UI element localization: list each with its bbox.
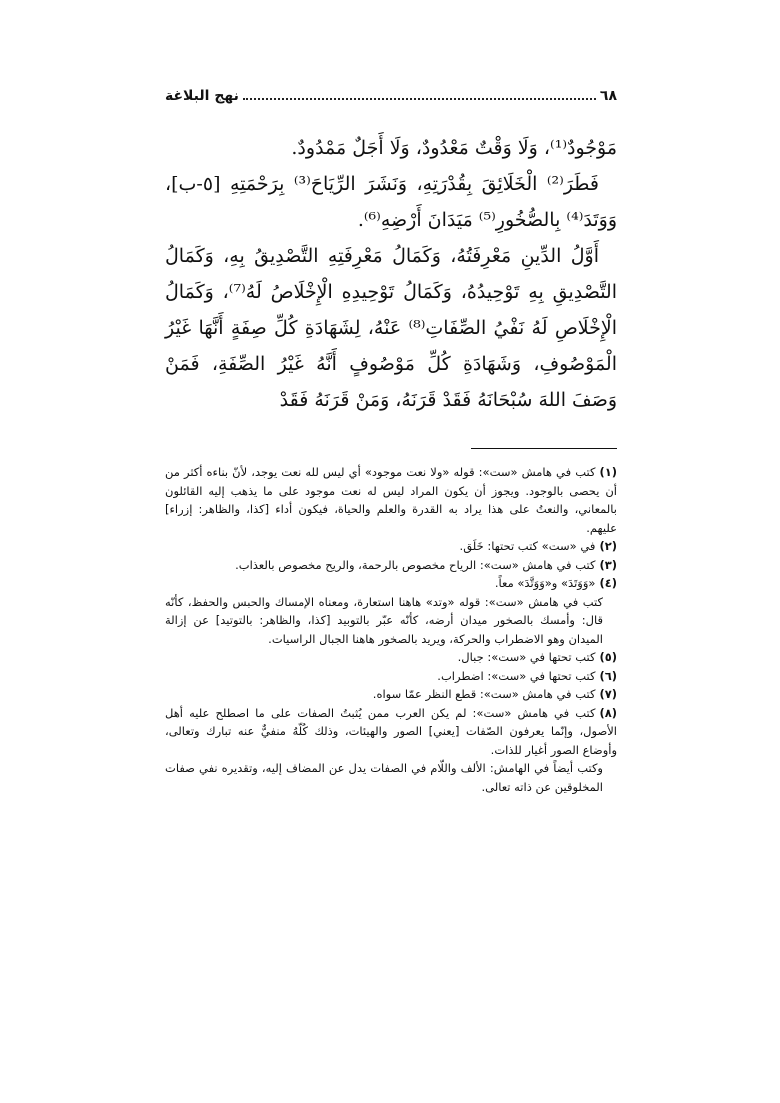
book-title: نهج البلاغة	[165, 88, 239, 104]
footnote-continuation: وكتب أيضاً في الهامش: الألف واللّام في الصفات يدل عن المضاف إليه، وتقديره نفي صفات المخلوقين عن ذاته تعالى.	[165, 761, 603, 794]
footnote: (٨)كتب في هامش «ست»: لم يكن العرب ممن يُثبتُ الصفات على ما اصطلح عليه أهل الأصول، وإنّما يعرفون الصّفات [يعني] الصور والهيئات، وذلك كُلّهُ منفيٌّ عنه تبارك وتعالى، وأوضاع الصور أغيار للذات.	[165, 705, 617, 757]
footnote: (٤)«وَوَتَدَ» و«وَوَتَّدَ» معاً.	[494, 576, 617, 590]
paragraph: أَوَّلُ الدِّينِ مَعْرِفَتُهُ، وَكَمَالُ مَعْرِفَتِهِ التَّصْدِيقُ بِهِ، وَكَمَالُ التَّصْدِيقِ بِهِ تَوْحِيدُهُ، وَكَمَالُ تَوْحِيدِهِ الْإِخْلَاصُ لَهُ⁽⁷⁾، وَكَمَالُ الْإِخْلَاصِ لَهُ نَفْيُ الصِّفَاتِ⁽⁸⁾ عَنْهُ، لِشَهَادَةِ كُلِّ صِفَةٍ أَنَّهَا غَيْرُ الْمَوْصُوفِ، وَشَهَادَةِ كُلِّ مَوْصُوفٍ أَنَّهُ غَيْرُ الصِّفَةِ، فَمَنْ وَصَفَ اللهَ سُبْحَانَهُ فَقَدْ قَرَنَهُ، وَمَنْ قَرَنَهُ فَقَدْ	[165, 245, 618, 411]
footnotes	[165, 463, 617, 796]
page-number: ٦٨	[599, 88, 617, 104]
book-page	[165, 88, 617, 796]
running-header	[165, 88, 617, 106]
footnote: (٢)في «ست» كتب تحتها: خَلَق.	[459, 539, 617, 553]
paragraph: فَطَرَ⁽²⁾ الْخَلَائِقَ بِقُدْرَتِهِ، وَنَشَرَ الرِّيَاحَ⁽³⁾ بِرَحْمَتِهِ [٥-ب]، وَوَتَدَ⁽⁴⁾ بِالصُّخُورِ⁽⁵⁾ مَيَدَانَ أَرْضِهِ⁽⁶⁾.	[165, 173, 617, 231]
footnote: (٧)كتب في هامش «ست»: قطع النظر عمّا سواه.	[372, 687, 617, 701]
footnote: (٥)كتب تحتها في «ست»: جبال.	[457, 650, 617, 664]
footnote: (١)كتب في هامش «ست»: قوله «ولا نعت موجود» أي ليس لله نعت يوجد، لأنّ بناءه أكثر من أن يحصى بالوجود. ويجوز أن يكون المراد ليس له نعت موجود على ما يذهب إليه القائلون بالمعاني، والنعتُ على هذا يراد به القدرة والعلم والحياة، فيكون أداء [كذا، والظاهر: إزراء] عليهم.	[165, 465, 617, 535]
paragraph: مَوْجُودٌ⁽¹⁾، وَلَا وَقْتٌ مَعْدُودٌ، وَلَا أَجَلٌ مَمْدُودٌ.	[291, 137, 617, 159]
footnote-continuation: كتب في هامش «ست»: قوله «وتد» هاهنا استعارة، ومعناه الإمساك والحبس والحفظ، كأنّه قال: وأمسك بالصخور ميدان أرضه، كأنّه عبّر بالتوبيد [كذا، والظاهر: بالتوتيد] عن إزالة الميدان وهو الاضطراب والحركة، ويريد بالصخور هاهنا الجبال الراسيات.	[165, 594, 603, 646]
header-dots	[243, 98, 596, 100]
footnote-separator	[471, 448, 617, 449]
footnote: (٣)كتب في هامش «ست»: الرياح مخصوص بالرحمة، والريح مخصوص بالعذاب.	[235, 557, 617, 572]
footnote: (٦)كتب تحتها في «ست»: اضطراب.	[437, 668, 617, 683]
main-text	[165, 130, 617, 418]
